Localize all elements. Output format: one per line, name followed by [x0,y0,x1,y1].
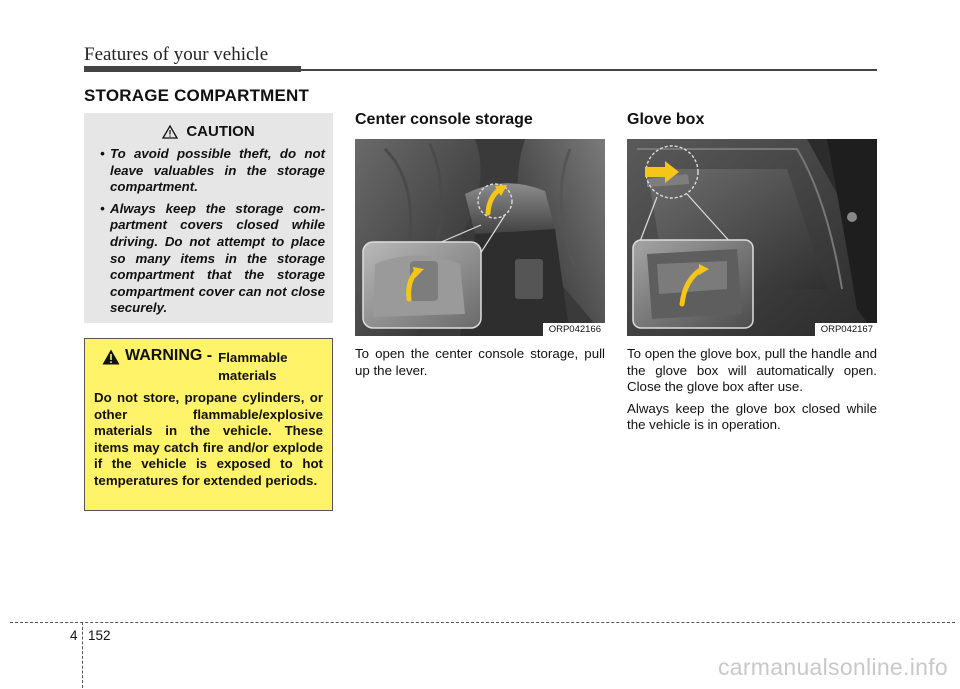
caution-box [84,113,333,323]
console-title: Center console storage [355,111,533,128]
caution-triangle-icon [162,125,178,139]
console-figure-code: ORP042166 [543,323,605,336]
warning-box [84,338,333,511]
warning-text: Do not store, propane cylinders, or other flammable/explosive materials in the vehicle. These items may catch fire and/or explode if the vehicle is exposed to hot temperatures for extended periods. [94,390,323,488]
header-rule-thin [301,69,877,71]
caution-item: • Always keep the storage com-partment covers closed while driving. Do not attempt to place so many items in the storage compartment that the storage compartment cover can not close securely. [100,200,325,316]
glovebox-paragraph: Always keep the glove box closed while the vehicle is in operation. [627,400,877,433]
glovebox-figure [627,139,877,336]
console-figure [355,139,605,336]
console-text: To open the center console storage, pull up the lever. [355,346,605,378]
section-title: STORAGE COMPARTMENT [84,86,310,105]
caution-item-text: Always keep the storage com-partment covers closed while driving. Do not attempt to place so many items in the storage compartment that the storage compartment cover can not close securely. [110,200,325,316]
caution-item: • To avoid possible theft, do not leave valuables in the storage compartment. [100,146,325,195]
header-rule-thick [84,66,301,72]
warning-heading [102,347,323,385]
glovebox-illustration [627,139,877,336]
caution-item-text: To avoid possible theft, do not leave valuables in the storage compartment. [110,146,325,195]
caution-list [92,146,325,317]
warning-word: WARNING - [125,347,213,364]
chapter-number: 4 [70,628,78,643]
glovebox-paragraph: To open the glove box, pull the handle and the glove box will automatically open. Close the glove box after use. [627,346,877,395]
page-number: 152 [88,628,111,643]
warning-triangle-icon [102,349,120,365]
footer-rule [10,622,955,623]
console-illustration [355,139,605,336]
footer-divider [82,622,83,688]
glovebox-text [627,346,877,439]
glovebox-title: Glove box [627,111,705,128]
warning-subheading: Flammable materials [218,350,288,383]
watermark: carmanualsonline.info [717,654,948,680]
caution-heading-text: CAUTION [186,123,255,140]
glovebox-figure-code: ORP042167 [815,323,877,336]
running-header: Features of your vehicle [84,44,269,65]
caution-heading [92,123,325,140]
